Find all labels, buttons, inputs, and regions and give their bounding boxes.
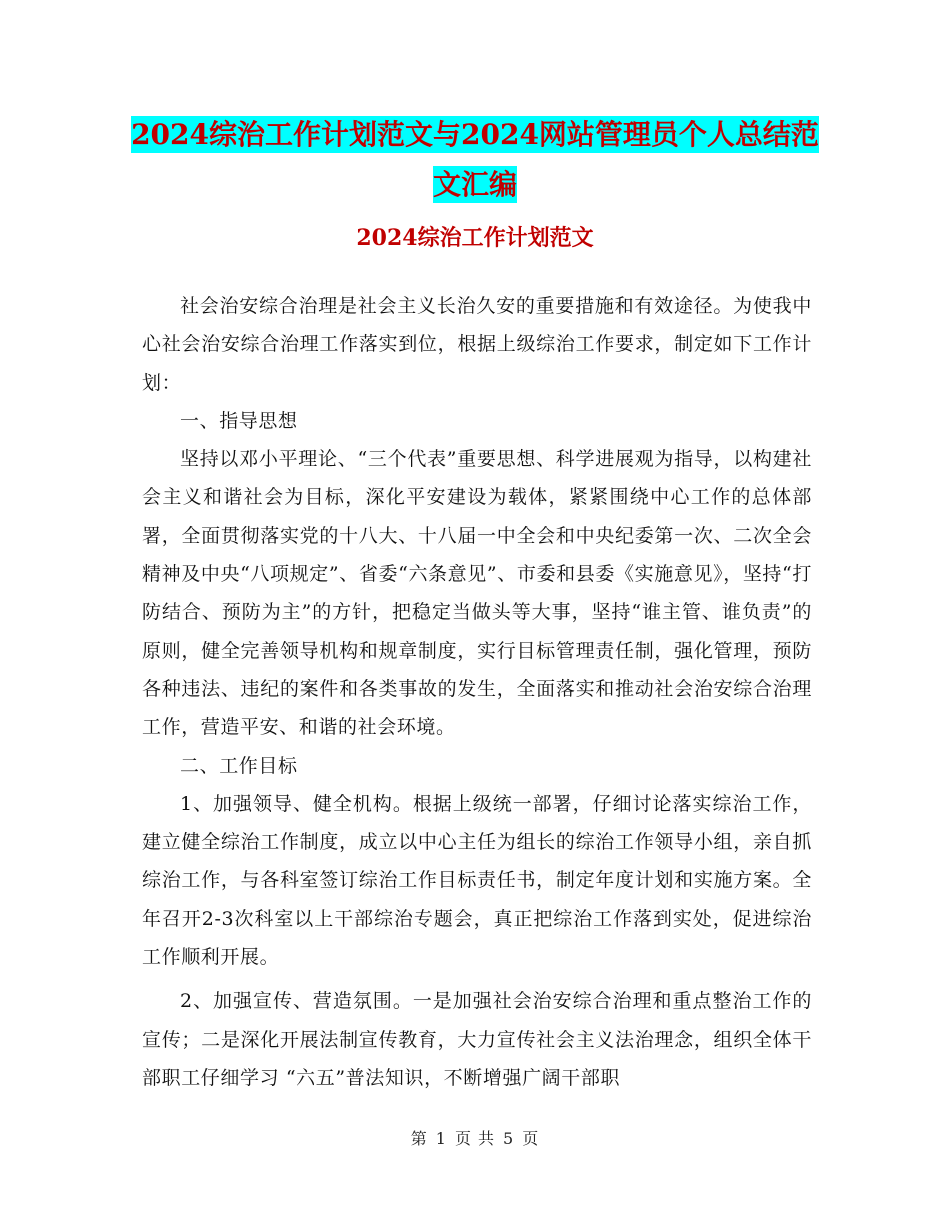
heading-guiding-thought: 一、指导思想 xyxy=(180,409,298,432)
footer-middle: 页 共 xyxy=(454,1129,496,1148)
heading-work-goals: 二、工作目标 xyxy=(180,754,298,777)
section-title: 2024综治工作计划范文 xyxy=(356,225,594,251)
footer-total-pages: 5 xyxy=(503,1129,515,1148)
footer-page-number: 1 xyxy=(435,1129,447,1148)
paragraph-goal-2: 2、加强宣传、营造氛围。一是加强社会治安综合治理和重点整治工作的宣传；二是深化开展法制宣传教育，大力宣传社会主义法治理念，组织全体干部职工仔细学习 “六五”普法知识，不断增强广阔干部职 xyxy=(142,990,812,1089)
document-title xyxy=(0,110,950,210)
page-footer xyxy=(0,1127,950,1151)
paragraph-guiding-thought: 坚持以邓小平理论、“三个代表”重要思想、科学进展观为指导，以构建社会主义和谐社会为目标，深化平安建设为载体，紧紧围绕中心工作的总体部署，全面贯彻落实党的十八大、十八届一中全会和中央纪委第一次、二次全会精神及中央“八项规定”、省委“六条意见”、市委和县委《实施意见》，坚持“打防结合、预防为主”的方针，把稳定当做头等大事，坚持“谁主管、谁负责”的原则，健全完善领导机构和规章制度，实行目标管理责任制，强化管理，预防各种违法、违纪的案件和各类事故的发生，全面落实和推动社会治安综合治理工作，营造平安、和谐的社会环境。 xyxy=(142,448,812,739)
footer-prefix: 第 xyxy=(410,1129,428,1148)
paragraph-intro: 社会治安综合治理是社会主义长治久安的重要措施和有效途径。为使我中心社会治安综合治理工作落实到位，根据上级综治工作要求，制定如下工作计划： xyxy=(142,295,812,394)
footer-suffix: 页 xyxy=(522,1129,540,1148)
document-body xyxy=(142,287,812,1097)
title-line-1: 2024综治工作计划范文与2024网站管理员个人总结范 xyxy=(131,118,819,151)
title-line-2: 文汇编 xyxy=(432,168,517,201)
paragraph-goal-1: 1、加强领导、健全机构。根据上级统一部署，仔细讨论落实综治工作，建立健全综治工作制度，成立以中心主任为组长的综治工作领导小组，亲自抓综治工作，与各科室签订综治工作目标责任书，制定年度计划和实施方案。全年召开2-3次科室以上干部综治专题会，真正把综治工作落到实处，促进综治工作顺利开展。 xyxy=(142,792,812,969)
